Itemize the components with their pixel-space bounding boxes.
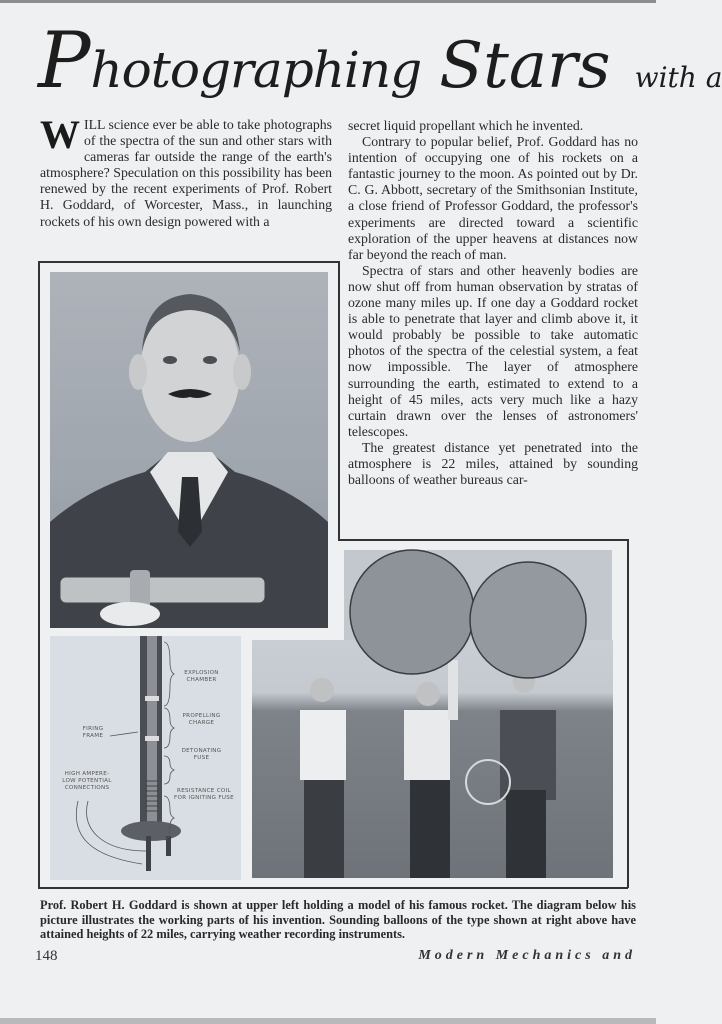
headline-initial: P (38, 16, 91, 106)
headline-word-with-a: with a (634, 61, 722, 94)
photo-frame-step (338, 539, 628, 541)
paragraph-spectra: Spectra of stars and other heavenly bodies are now shut off from human observation by stratas of ozone many miles up. If one day a Goddard rocket is able to penetrate that layer and climb above it, it would probably be possible to take automatic photos of the spectra of the celestial system, a feat now impossible. The layer of atmosphere surrounding the earth, estimated to extend to a height of 45 miles, acts very much like a hazy curtain drawn over the lenses of astronomers' telescopes. (348, 262, 638, 439)
label-connections: HIGH AMPERE- LOW POTENTIAL CONNECTIONS (62, 771, 112, 791)
paragraph-contrary: Contrary to popular belief, Prof. Goddard has no intention of occupying one of his rockets on a fantastic journey to the moon. As pointed out by Dr. C. G. Abbott, secretary of the Smithsonian Institute, a close friend of Professor Goddard, the professor's experiments are directed toward a scientific exploration of the upper heavens at distances now far beyond the reach of man. (348, 134, 638, 262)
page-number: 148 (35, 948, 58, 964)
page-edge-bottom (0, 1018, 656, 1024)
photo-frame-right-upper (338, 261, 340, 539)
paragraph-continuation: secret liquid propellant which he invented. (348, 118, 584, 133)
portrait-illustration (50, 272, 328, 628)
page-edge (0, 0, 656, 3)
balloon-right (470, 562, 586, 678)
photo-frame-bottom (38, 887, 628, 889)
photo-frame-left (38, 261, 40, 888)
label-explosion-chamber: EXPLOSION CHAMBER (184, 670, 219, 683)
lead-paragraph (40, 112, 332, 230)
photo-frame-top (38, 261, 339, 263)
balloons-drawing (344, 546, 594, 686)
label-resistance-coil: RESISTANCE COIL FOR IGNITING FUSE (174, 788, 234, 801)
balloon-left (350, 550, 474, 674)
right-column (348, 118, 638, 488)
figure-caption: Prof. Robert H. Goddard is shown at upper left holding a model of his famous rocket. The diagram below his picture illustrates the working parts of his invention. Sounding balloons of the type shown at right above have attained heights of 22 miles, carrying weather recording instruments. (40, 898, 636, 942)
label-firing-frame: FIRING FRAME (82, 726, 104, 739)
label-propelling-charge: PROPELLING CHARGE (182, 713, 221, 726)
lead-paragraph-text: ILL science ever be able to take photographs of the spectra of the sun and other stars with cameras far outside the range of the earth's atmosphere? Speculation on this possibility has been renewed by the recent experiments of Prof. Robert H. Goddard, of Worcester, Mass., in launching rockets of his own design powered with a (40, 117, 332, 229)
goddard-portrait-photo (50, 272, 328, 628)
headline-word-stars: Stars (439, 29, 611, 103)
drop-cap: W (40, 112, 80, 157)
running-head: Modern Mechanics and (418, 948, 636, 963)
left-column (40, 112, 332, 230)
rocket-diagram (50, 636, 241, 880)
headline-word-photographing: hotographing (90, 41, 422, 99)
label-detonating-fuse: DETONATING FUSE (181, 748, 222, 761)
photo-frame-right (627, 539, 629, 888)
headline (38, 16, 722, 112)
paragraph-greatest-distance: The greatest distance yet penetrated into the atmosphere is 22 miles, attained by sounding balloons of weather bureaus car- (348, 439, 638, 488)
